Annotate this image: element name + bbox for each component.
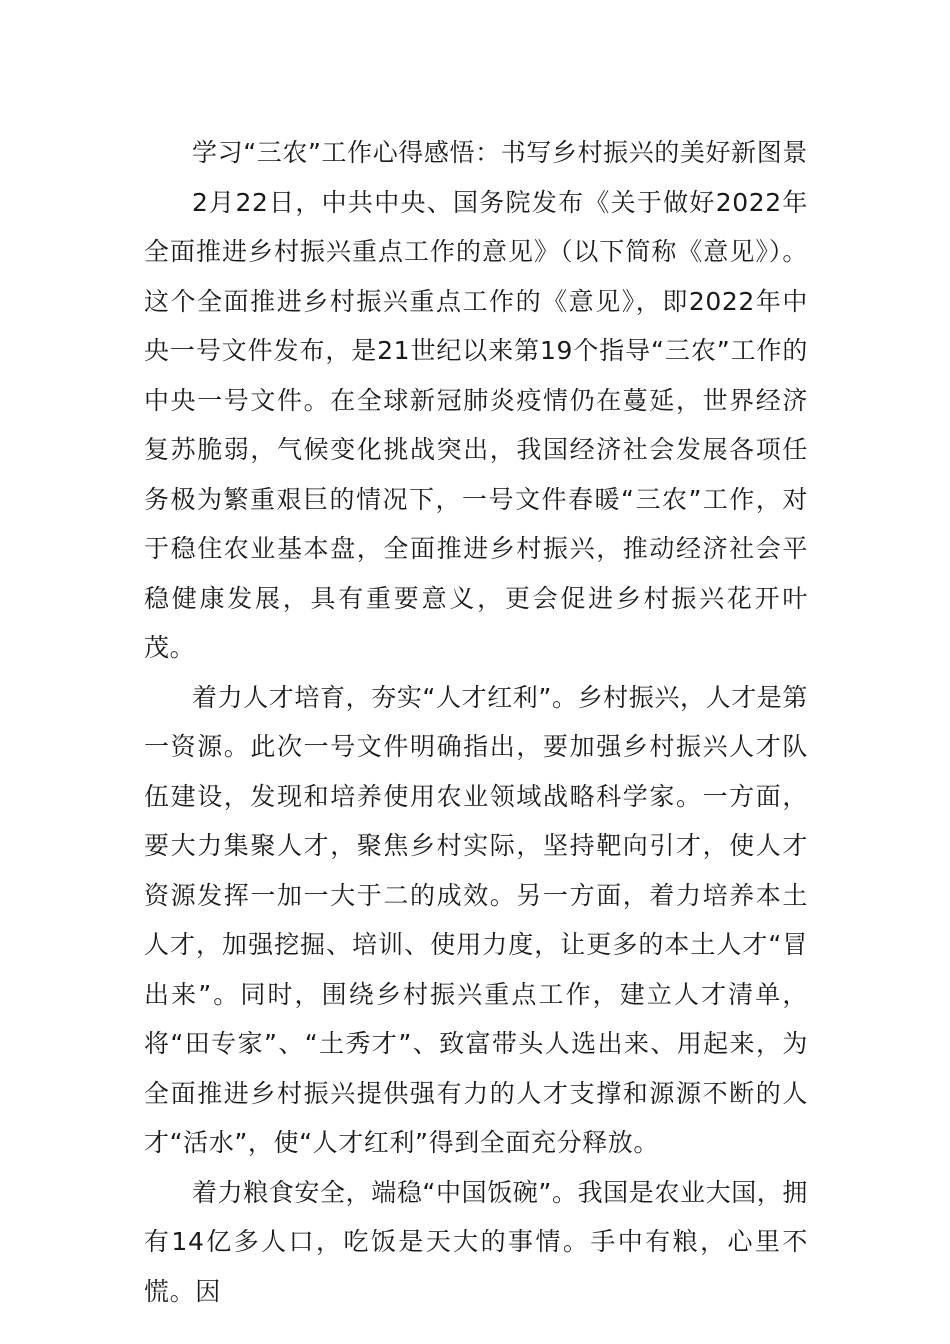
document-body (144, 128, 808, 1316)
document-title: 学习“三农”工作心得感悟：书写乡村振兴的美好新图景 (192, 138, 808, 167)
paragraph-food-security: 着力粮食安全，端稳“中国饭碗”。我国是农业大国，拥有14亿多人口，吃饭是天大的事情。手中有粮，心里不慌。因 (144, 1177, 808, 1306)
paragraph-policy-release: 2月22日，中共中央、国务院发布《关于做好2022年全面推进乡村振兴重点工作的意见》（以下简称《意见》）。这个全面推进乡村振兴重点工作的《意见》，即2022年中央一号文件发布，是21世纪以来第19个指导“三农”工作的中央一号文件。在全球新冠肺炎疫情仍在蔓延，世界经济复苏脆弱，气候变化挑战突出，我国经济社会发展各项任务极为繁重艰巨的情况下，一号文件春暖“三农”工作，对于稳住农业基本盘，全面推进乡村振兴，推动经济社会平稳健康发展，具有重要意义，更会促进乡村振兴花开叶茂。 (144, 187, 808, 662)
paragraph-talent-cultivation: 着力人才培育，夯实“人才红利”。乡村振兴，人才是第一资源。此次一号文件明确指出，要加强乡村振兴人才队伍建设，发现和培养使用农业领域战略科学家。一方面，要大力集聚人才，聚焦乡村实际，坚持靶向引才，使人才资源发挥一加一大于二的成效。另一方面，着力培养本土人才，加强挖掘、培训、使用力度，让更多的本土人才“冒出来”。同时，围绕乡村振兴重点工作，建立人才清单，将“田专家”、“土秀才”、致富带头人选出来、用起来，为全面推进乡村振兴提供强有力的人才支撑和源源不断的人才“活水”，使“人才红利”得到全面充分释放。 (144, 682, 808, 1157)
